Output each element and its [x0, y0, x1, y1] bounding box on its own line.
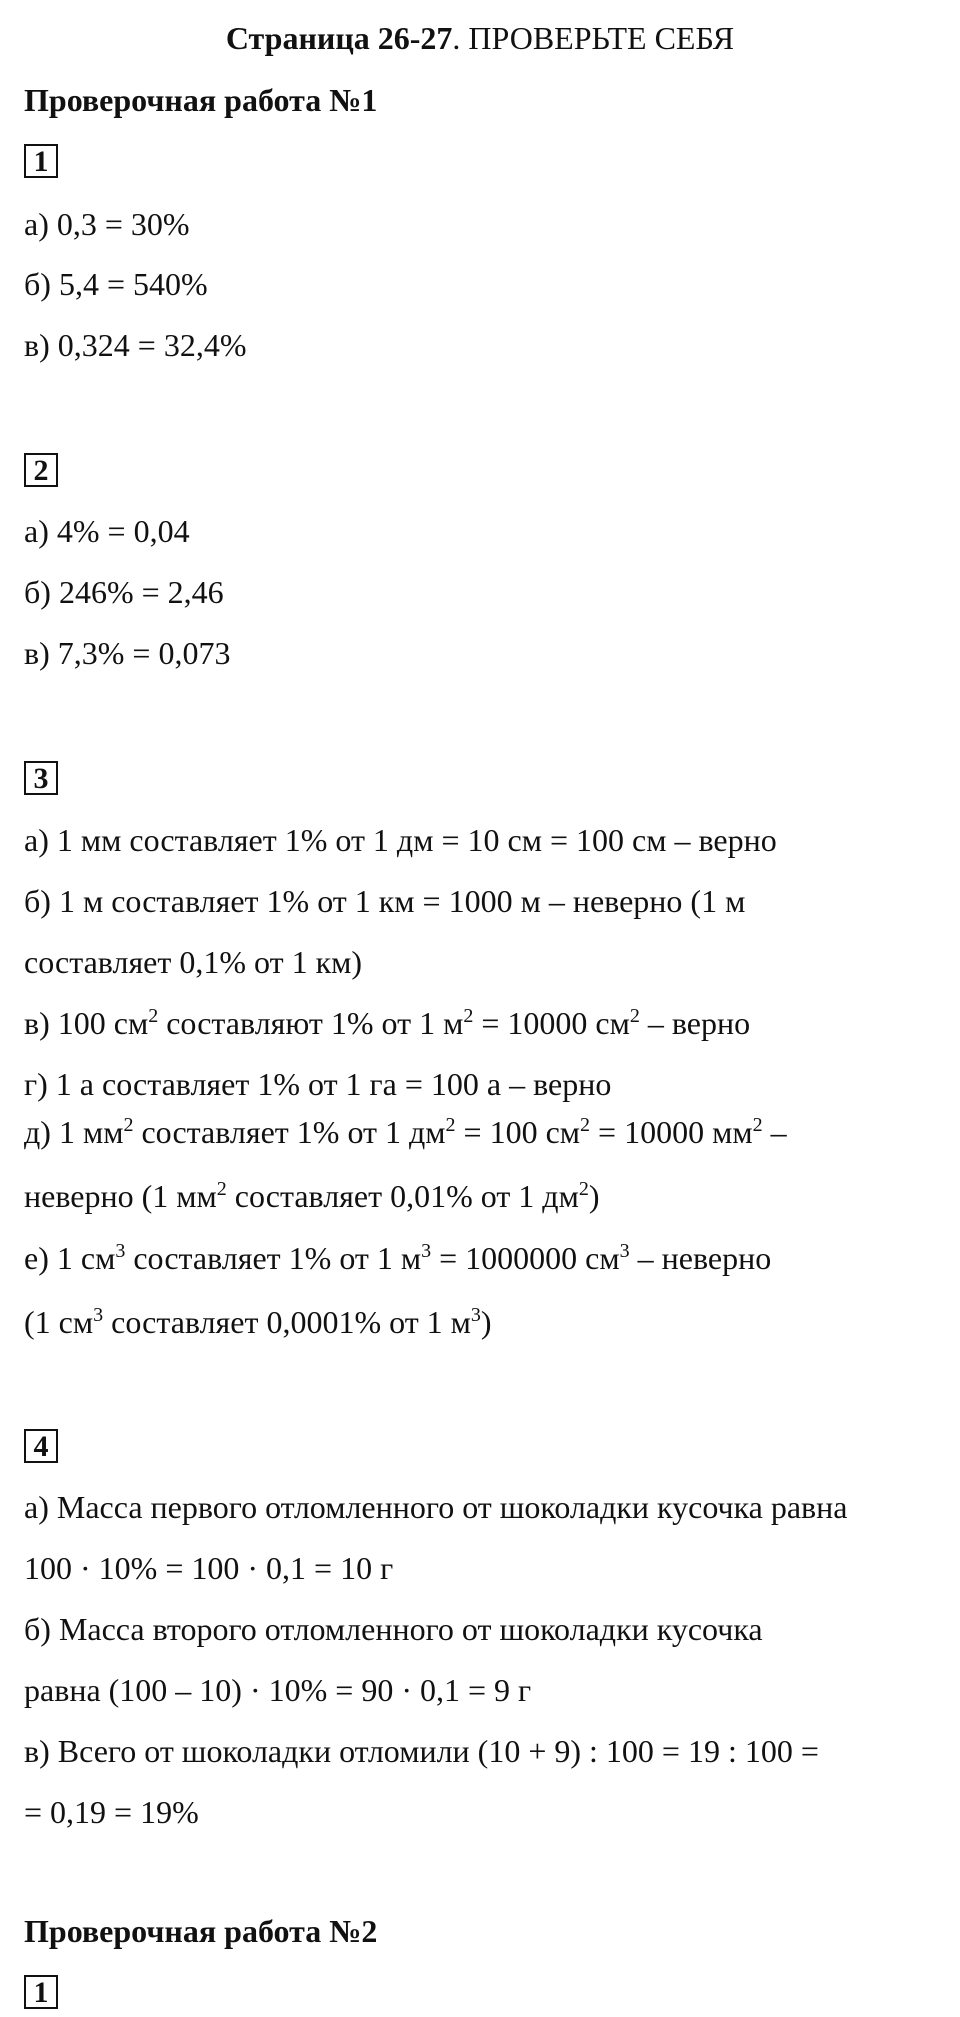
task-3-line-d: д) 1 $мм^2$ составляет 1% от 1 $дм^2 = 100$ $см^2 = 10000$ $мм^2$ – [24, 1114, 787, 1150]
task-4-line-v-cont: = 0,19 = 19% [24, 1794, 199, 1830]
task-4-line-b: б) Масса второго отломленного от шоколадки кусочка [24, 1611, 763, 1647]
task-3-line-g: г) 1 а составляет 1% от 1 га = 100 а – верно [24, 1066, 612, 1102]
task-2-line-b: б) 246% = 2,46 [24, 574, 224, 610]
task-1-line-b: б) 5,4 = 540% [24, 266, 208, 302]
task-4-line-a: а) Масса первого отломленного от шоколадки кусочка равна [24, 1489, 848, 1525]
work-1-heading: Проверочная работа №1 [24, 82, 378, 118]
task-3-line-v: в) 100 $см^2$ составляют 1% от 1 $м^2 = 10000$ $см^2$ – верно [24, 1005, 751, 1041]
task-4-line-v: в) Всего от шоколадки отломили (10 + 9) : 100 = 19 : 100 = [24, 1733, 819, 1769]
task-2-line-a: а) 4% = 0,04 [24, 513, 190, 549]
task-1-line-c: в) 0,324 = 32,4% [24, 327, 247, 363]
task-3-line-d-cont: неверно (1 $мм^2$ составляет 0,01% от 1 $дм^2$) [24, 1178, 600, 1214]
task-4-line-a-cont: 100 · 10% = 100 · 0,1 = 10 г [24, 1550, 394, 1586]
task-1-line-a: а) 0,3 = 30% [24, 206, 190, 242]
task-4-line-b-cont: равна (100 – 10) · 10% = 90 · 0,1 = 9 г [24, 1672, 532, 1708]
task-1-number: 1 [24, 144, 58, 178]
page-title [0, 18, 960, 58]
task-3-line-e: е) 1 $см^3$ составляет 1% от 1 $м^3 = 1000000$ $см^3$ – неверно [24, 1240, 772, 1276]
page-ref: Страница 26-27 [225, 20, 453, 56]
task-3-line-b-cont: составляет 0,1% от 1 км) [24, 944, 363, 980]
work-2-heading: Проверочная работа №2 [24, 1913, 378, 1949]
task-3-line-a: а) 1 мм составляет 1% от 1 дм = 10 см = 100 см – верно [24, 822, 777, 858]
task-2-number: 2 [24, 453, 58, 487]
task-3-line-e-cont: (1 $см^3$ составляет 0,0001% от 1 $м^3$) [24, 1304, 492, 1340]
task-3-number: 3 [24, 761, 58, 795]
task-4-number: 4 [24, 1429, 58, 1463]
work-2-task-1-number: 1 [24, 1975, 58, 2009]
task-2-line-c: в) 7,3% = 0,073 [24, 635, 231, 671]
page-title-text: . ПРОВЕРЬТЕ СЕБЯ [452, 20, 735, 56]
task-3-line-b: б) 1 м составляет 1% от 1 км = 1000 м – неверно (1 м [24, 883, 746, 919]
